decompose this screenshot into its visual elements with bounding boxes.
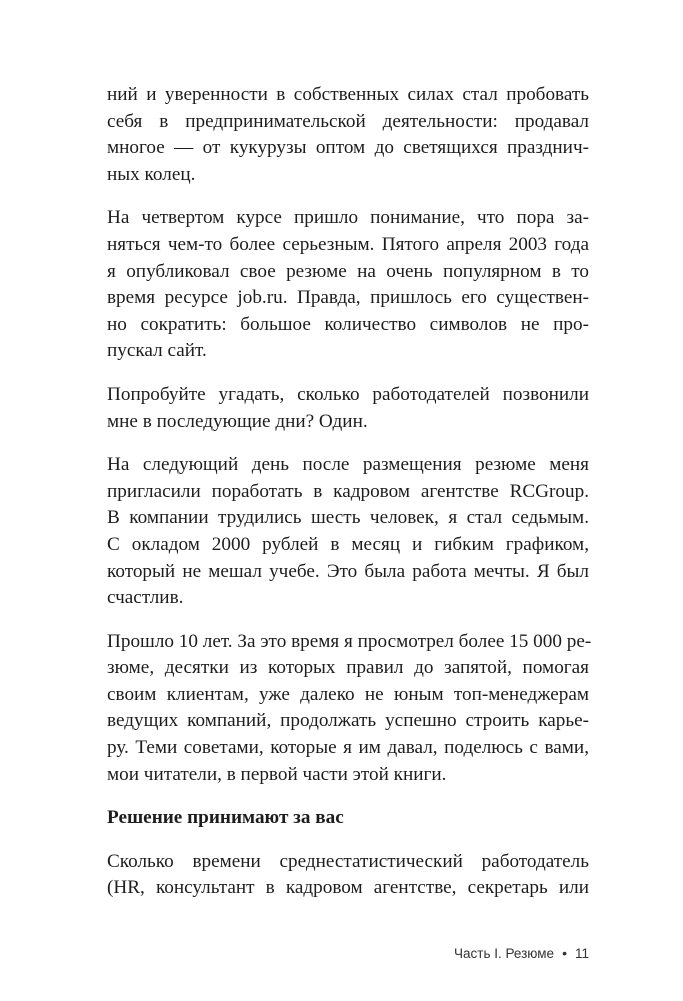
text-line: пригласили поработать в кадровом агентстве RCGroup. (107, 480, 589, 502)
paragraph-3 (107, 382, 589, 435)
text-line: Попробуйте угадать, сколько работодателей позвонили (107, 383, 589, 405)
paragraph-6 (107, 849, 589, 902)
body-text (107, 82, 592, 919)
text-line: мои читатели, в первой части этой книги. (107, 763, 447, 785)
footer-section-title: Часть I. Резюме (454, 946, 555, 961)
text-line: ру. Теми советами, которые я им давал, поделюсь с вами, (107, 737, 589, 759)
text-line: себя в предпринимательской деятельности: продавал (107, 110, 589, 132)
text-line: мне в последующие дни? Один. (107, 410, 368, 432)
text-line: На следующий день после размещения резюме меня (107, 454, 589, 476)
text-line: ных колец. (107, 163, 196, 185)
text-line: пускал сайт. (107, 340, 207, 362)
text-line: счастлив. (107, 587, 184, 609)
text-line: Сколько времени среднестатистический работодатель (107, 850, 589, 872)
text-line: который не мешал учебе. Это была работа мечты. Я был (107, 560, 589, 582)
paragraph-4 (107, 452, 589, 612)
text-line: (HR, консультант в кадровом агентстве, секретарь или (107, 877, 589, 899)
paragraph-5 (107, 629, 592, 789)
footer-bullet: • (562, 945, 567, 961)
paragraph-2 (107, 205, 589, 365)
text-line: На четвертом курсе пришло понимание, что пора за- (107, 207, 589, 229)
text-line: время ресурсе job.ru. Правда, пришлось его существен- (107, 287, 589, 309)
text-line: я опубликовал свое резюме на очень популярном в то (107, 260, 589, 282)
page-number: 11 (574, 946, 589, 961)
text-line: но сократить: большое количество символов не про- (107, 313, 589, 335)
text-line: своим клиентам, уже далеко не юным топ-менеджерам (107, 683, 589, 705)
page-footer (300, 945, 589, 961)
text-line: Прошло 10 лет. За это время я просмотрел более 15 000 ре- (107, 630, 592, 652)
text-line: В компании трудились шесть человек, я стал седьмым. (107, 507, 589, 529)
paragraph-1 (107, 82, 589, 188)
section-heading: Решение принимают за вас (107, 807, 344, 829)
text-line: ведущих компаний, продолжать успешно строить карье- (107, 710, 589, 732)
text-line: С окладом 2000 рублей в месяц и гибким графиком, (107, 533, 589, 555)
text-line: ний и уверенности в собственных силах стал пробовать (107, 84, 589, 105)
text-line: зюме, десятки из которых правил до запятой, помогая (107, 657, 589, 679)
text-line: няться чем-то более серьезным. Пятого апреля 2003 года (107, 233, 589, 255)
text-line: многое — от кукурузы оптом до светящихся празднич- (107, 137, 589, 159)
